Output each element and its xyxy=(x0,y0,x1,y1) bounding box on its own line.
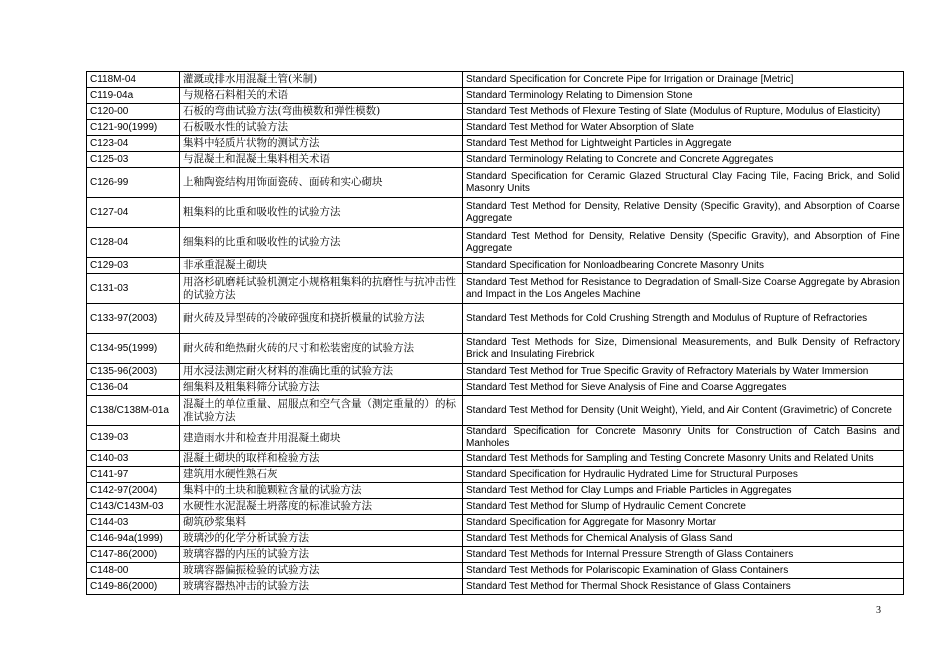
table-row xyxy=(87,396,904,426)
english-title-cell: Standard Test Method for Lightweight Particles in Aggregate xyxy=(463,136,904,152)
table-row xyxy=(87,380,904,396)
english-title-cell: Standard Test Method for Density, Relative Density (Specific Gravity), and Absorption of Fine Aggregate xyxy=(463,228,904,258)
standards-table xyxy=(86,71,904,595)
english-title-cell: Standard Specification for Concrete Masonry Units for Construction of Catch Basins and Manholes xyxy=(463,426,904,451)
standard-code-cell: C140-03 xyxy=(87,451,180,467)
standard-code-cell: C119-04a xyxy=(87,88,180,104)
table-row xyxy=(87,483,904,499)
chinese-title-cell: 与混凝土和混凝土集料相关术语 xyxy=(180,152,463,168)
chinese-title-cell: 耐火砖及异型砖的冷破碎强度和挠折模量的试验方法 xyxy=(180,304,463,334)
standard-code-cell: C138/C138M-01a xyxy=(87,396,180,426)
english-title-cell: Standard Specification for Concrete Pipe for Irrigation or Drainage [Metric] xyxy=(463,72,904,88)
table-row xyxy=(87,198,904,228)
table-row xyxy=(87,563,904,579)
standard-code-cell: C121-90(1999) xyxy=(87,120,180,136)
standard-code-cell: C149-86(2000) xyxy=(87,579,180,595)
table-row xyxy=(87,499,904,515)
english-title-cell: Standard Test Methods for Polariscopic Examination of Glass Containers xyxy=(463,563,904,579)
chinese-title-cell: 上釉陶瓷结构用饰面瓷砖、面砖和实心砌块 xyxy=(180,168,463,198)
table-row xyxy=(87,120,904,136)
english-title-cell: Standard Test Methods for Chemical Analysis of Glass Sand xyxy=(463,531,904,547)
standard-code-cell: C141-97 xyxy=(87,467,180,483)
table-row xyxy=(87,364,904,380)
english-title-cell: Standard Test Method for Slump of Hydraulic Cement Concrete xyxy=(463,499,904,515)
chinese-title-cell: 粗集料的比重和吸收性的试验方法 xyxy=(180,198,463,228)
english-title-cell: Standard Test Method for Water Absorption of Slate xyxy=(463,120,904,136)
table-row xyxy=(87,274,904,304)
chinese-title-cell: 建筑用水硬性熟石灰 xyxy=(180,467,463,483)
standard-code-cell: C133-97(2003) xyxy=(87,304,180,334)
english-title-cell: Standard Specification for Aggregate for Masonry Mortar xyxy=(463,515,904,531)
english-title-cell: Standard Test Method for Density (Unit Weight), Yield, and Air Content (Gravimetric) of Concrete xyxy=(463,396,904,426)
standard-code-cell: C135-96(2003) xyxy=(87,364,180,380)
standard-code-cell: C148-00 xyxy=(87,563,180,579)
table-row xyxy=(87,104,904,120)
chinese-title-cell: 玻璃容器热冲击的试验方法 xyxy=(180,579,463,595)
chinese-title-cell: 砌筑砂浆集料 xyxy=(180,515,463,531)
chinese-title-cell: 玻璃沙的化学分析试验方法 xyxy=(180,531,463,547)
table-row xyxy=(87,467,904,483)
standard-code-cell: C134-95(1999) xyxy=(87,334,180,364)
standard-code-cell: C128-04 xyxy=(87,228,180,258)
chinese-title-cell: 耐火砖和绝热耐火砖的尺寸和松装密度的试验方法 xyxy=(180,334,463,364)
table-row xyxy=(87,258,904,274)
page-number: 3 xyxy=(876,605,881,616)
chinese-title-cell: 混凝土砌块的取样和检验方法 xyxy=(180,451,463,467)
chinese-title-cell: 用洛杉矶磨耗试验机测定小规格粗集料的抗磨性与抗冲击性的试验方法 xyxy=(180,274,463,304)
table-row xyxy=(87,579,904,595)
chinese-title-cell: 集料中的土块和脆颗粒含量的试验方法 xyxy=(180,483,463,499)
english-title-cell: Standard Test Methods for Internal Pressure Strength of Glass Containers xyxy=(463,547,904,563)
table-row xyxy=(87,152,904,168)
standard-code-cell: C125-03 xyxy=(87,152,180,168)
english-title-cell: Standard Specification for Hydraulic Hydrated Lime for Structural Purposes xyxy=(463,467,904,483)
table-row xyxy=(87,304,904,334)
standard-code-cell: C146-94a(1999) xyxy=(87,531,180,547)
chinese-title-cell: 用水浸法测定耐火材料的准确比重的试验方法 xyxy=(180,364,463,380)
chinese-title-cell: 水硬性水泥混凝土坍落度的标准试验方法 xyxy=(180,499,463,515)
english-title-cell: Standard Test Method for Sieve Analysis of Fine and Coarse Aggregates xyxy=(463,380,904,396)
standard-code-cell: C129-03 xyxy=(87,258,180,274)
table-row xyxy=(87,136,904,152)
chinese-title-cell: 灌溉或排水用混凝土管(米制) xyxy=(180,72,463,88)
english-title-cell: Standard Specification for Nonloadbearing Concrete Masonry Units xyxy=(463,258,904,274)
english-title-cell: Standard Test Method for True Specific Gravity of Refractory Materials by Water Immersion xyxy=(463,364,904,380)
standard-code-cell: C127-04 xyxy=(87,198,180,228)
english-title-cell: Standard Test Method for Thermal Shock Resistance of Glass Containers xyxy=(463,579,904,595)
chinese-title-cell: 石板吸水性的试验方法 xyxy=(180,120,463,136)
table-row xyxy=(87,72,904,88)
chinese-title-cell: 建造雨水井和检查井用混凝土砌块 xyxy=(180,426,463,451)
english-title-cell: Standard Test Methods for Cold Crushing Strength and Modulus of Rupture of Refractories xyxy=(463,304,904,334)
english-title-cell: Standard Specification for Ceramic Glazed Structural Clay Facing Tile, Facing Brick, and Solid Masonry Units xyxy=(463,168,904,198)
standard-code-cell: C136-04 xyxy=(87,380,180,396)
chinese-title-cell: 玻璃容器的内压的试验方法 xyxy=(180,547,463,563)
table-row xyxy=(87,531,904,547)
standard-code-cell: C143/C143M-03 xyxy=(87,499,180,515)
english-title-cell: Standard Test Methods for Size, Dimensional Measurements, and Bulk Density of Refractory Brick and Insulating Firebrick xyxy=(463,334,904,364)
standard-code-cell: C120-00 xyxy=(87,104,180,120)
table-row xyxy=(87,451,904,467)
english-title-cell: Standard Test Method for Clay Lumps and Friable Particles in Aggregates xyxy=(463,483,904,499)
english-title-cell: Standard Test Methods for Sampling and Testing Concrete Masonry Units and Related Units xyxy=(463,451,904,467)
chinese-title-cell: 集料中轻质片状物的测试方法 xyxy=(180,136,463,152)
english-title-cell: Standard Test Methods of Flexure Testing of Slate (Modulus of Rupture, Modulus of Elasticity) xyxy=(463,104,904,120)
chinese-title-cell: 非承重混凝土砌块 xyxy=(180,258,463,274)
english-title-cell: Standard Test Method for Density, Relative Density (Specific Gravity), and Absorption of Coarse Aggregate xyxy=(463,198,904,228)
chinese-title-cell: 细集料的比重和吸收性的试验方法 xyxy=(180,228,463,258)
english-title-cell: Standard Terminology Relating to Concrete and Concrete Aggregates xyxy=(463,152,904,168)
table-row xyxy=(87,88,904,104)
table-row xyxy=(87,228,904,258)
standard-code-cell: C139-03 xyxy=(87,426,180,451)
english-title-cell: Standard Terminology Relating to Dimension Stone xyxy=(463,88,904,104)
standard-code-cell: C131-03 xyxy=(87,274,180,304)
table-row xyxy=(87,168,904,198)
chinese-title-cell: 细集料及粗集料筛分试验方法 xyxy=(180,380,463,396)
standard-code-cell: C144-03 xyxy=(87,515,180,531)
table-row xyxy=(87,334,904,364)
chinese-title-cell: 玻璃容器偏振检验的试验方法 xyxy=(180,563,463,579)
standard-code-cell: C123-04 xyxy=(87,136,180,152)
chinese-title-cell: 混凝土的单位重量、屈服点和空气含量（测定重量的）的标准试验方法 xyxy=(180,396,463,426)
chinese-title-cell: 与规格石料相关的术语 xyxy=(180,88,463,104)
table-row xyxy=(87,515,904,531)
table-row xyxy=(87,547,904,563)
chinese-title-cell: 石板的弯曲试验方法(弯曲模数和弹性模数) xyxy=(180,104,463,120)
standard-code-cell: C142-97(2004) xyxy=(87,483,180,499)
standard-code-cell: C147-86(2000) xyxy=(87,547,180,563)
table-row xyxy=(87,426,904,451)
english-title-cell: Standard Test Method for Resistance to Degradation of Small-Size Coarse Aggregate by Abrasion and Impact in the Los Angeles Machine xyxy=(463,274,904,304)
standard-code-cell: C118M-04 xyxy=(87,72,180,88)
standard-code-cell: C126-99 xyxy=(87,168,180,198)
